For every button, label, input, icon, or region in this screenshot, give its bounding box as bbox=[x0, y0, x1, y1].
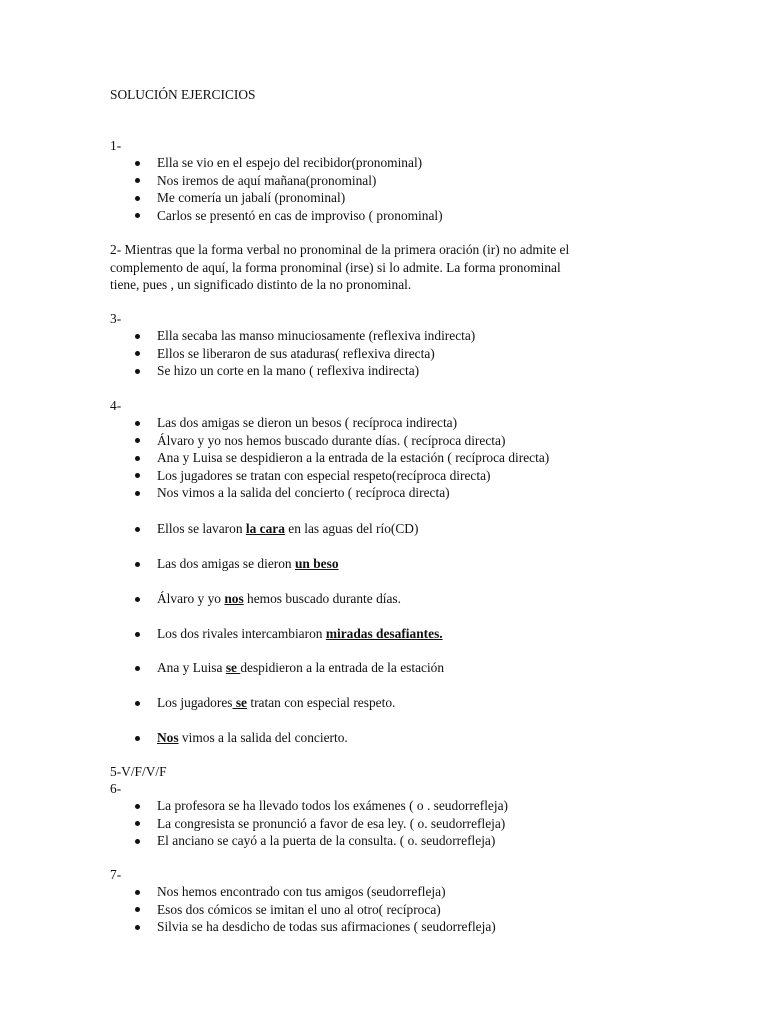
cd-item-7 bbox=[110, 729, 348, 747]
cd-post: despidieron a la entrada de la estación bbox=[240, 660, 445, 675]
exercise-3-number: 3- bbox=[110, 311, 122, 326]
cd-pre: Ellos se lavaron bbox=[157, 521, 246, 536]
cd-underlined: un beso bbox=[294, 556, 339, 571]
list-item: La congresista se pronunció a favor de esa ley. ( o. seudorrefleja) bbox=[110, 815, 508, 833]
list-item: Me comería un jabalí (pronominal) bbox=[110, 189, 443, 207]
paragraph-line: complemento de aquí, la forma pronominal (irse) si lo admite. La forma pronominal bbox=[110, 259, 561, 275]
cd-item-4 bbox=[110, 625, 443, 643]
list-item bbox=[110, 625, 443, 643]
list-item: Silvia se ha desdicho de todas sus afirmaciones ( seudorrefleja) bbox=[110, 918, 496, 936]
list-item: Álvaro y yo nos hemos buscado durante días. ( recíproca directa) bbox=[110, 432, 549, 450]
list-item: Nos iremos de aquí mañana(pronominal) bbox=[110, 172, 443, 190]
list-item bbox=[110, 555, 339, 573]
exercise-6-number: 6- bbox=[110, 781, 122, 796]
cd-item-5 bbox=[110, 659, 444, 677]
cd-post: tratan con especial respeto. bbox=[247, 695, 396, 710]
cd-item-2 bbox=[110, 555, 339, 573]
list-item: Nos hemos encontrado con tus amigos (seudorrefleja) bbox=[110, 883, 496, 901]
exercise-5-answers: 5-V/F/V/F bbox=[110, 764, 167, 779]
cd-pre: Las dos amigas se dieron bbox=[157, 556, 295, 571]
exercise-1-list bbox=[110, 154, 443, 224]
paragraph-line: 2- Mientras que la forma verbal no pronominal de la primera oración (ir) no admite el bbox=[110, 242, 570, 257]
list-item: Nos vimos a la salida del concierto ( recíproca directa) bbox=[110, 484, 549, 502]
exercise-7-number: 7- bbox=[110, 867, 122, 882]
cd-pre: Álvaro y yo bbox=[157, 591, 225, 606]
cd-item-3 bbox=[110, 590, 401, 608]
list-item: Los jugadores se tratan con especial respeto(recíproca directa) bbox=[110, 467, 549, 485]
cd-post: en las aguas del río(CD) bbox=[284, 521, 419, 536]
cd-underlined: nos bbox=[224, 591, 244, 606]
list-item bbox=[110, 729, 348, 747]
exercise-4-list bbox=[110, 414, 549, 502]
exercise-4-number: 4- bbox=[110, 398, 122, 413]
cd-underlined: la cara bbox=[245, 521, 285, 536]
list-item: Las dos amigas se dieron un besos ( recíproca indirecta) bbox=[110, 414, 549, 432]
cd-pre: Los jugadores bbox=[157, 695, 233, 710]
list-item: Carlos se presentó en cas de improviso ( pronominal) bbox=[110, 207, 443, 225]
exercise-1-number: 1- bbox=[110, 138, 122, 153]
paragraph-line: tiene, pues , un significado distinto de la no pronominal. bbox=[110, 277, 412, 293]
list-item: Esos dos cómicos se imitan el uno al otro( recíproca) bbox=[110, 901, 496, 919]
list-item bbox=[110, 659, 444, 677]
cd-pre: Ana y Luisa bbox=[157, 660, 226, 675]
list-item: Se hizo un corte en la mano ( reflexiva indirecta) bbox=[110, 362, 475, 380]
cd-underlined: se bbox=[225, 660, 241, 675]
list-item bbox=[110, 694, 395, 712]
list-item: Ana y Luisa se despidieron a la entrada de la estación ( recíproca directa) bbox=[110, 449, 549, 467]
exercise-3-list bbox=[110, 327, 475, 380]
cd-item-6 bbox=[110, 694, 395, 712]
cd-pre: Los dos rivales intercambiaron bbox=[157, 626, 326, 641]
document-title: SOLUCIÓN EJERCICIOS bbox=[110, 87, 256, 102]
list-item bbox=[110, 520, 418, 538]
cd-underlined: Nos bbox=[157, 730, 179, 745]
exercise-7-list bbox=[110, 883, 496, 936]
cd-underlined: miradas desafiantes. bbox=[325, 626, 443, 641]
list-item: Ellos se liberaron de sus ataduras( reflexiva directa) bbox=[110, 345, 475, 363]
list-item: El anciano se cayó a la puerta de la consulta. ( o. seudorrefleja) bbox=[110, 832, 508, 850]
list-item bbox=[110, 590, 401, 608]
exercise-2-paragraph bbox=[110, 241, 650, 294]
cd-post: hemos buscado durante días. bbox=[243, 591, 401, 606]
list-item: La profesora se ha llevado todos los exámenes ( o . seudorrefleja) bbox=[110, 797, 508, 815]
cd-post: vimos a la salida del concierto. bbox=[178, 730, 348, 745]
exercise-6-list bbox=[110, 797, 508, 850]
list-item: Ella secaba las manso minuciosamente (reflexiva indirecta) bbox=[110, 327, 475, 345]
list-item: Ella se vio en el espejo del recibidor(pronominal) bbox=[110, 154, 443, 172]
cd-item-1 bbox=[110, 520, 418, 538]
cd-underlined: se bbox=[232, 695, 248, 710]
